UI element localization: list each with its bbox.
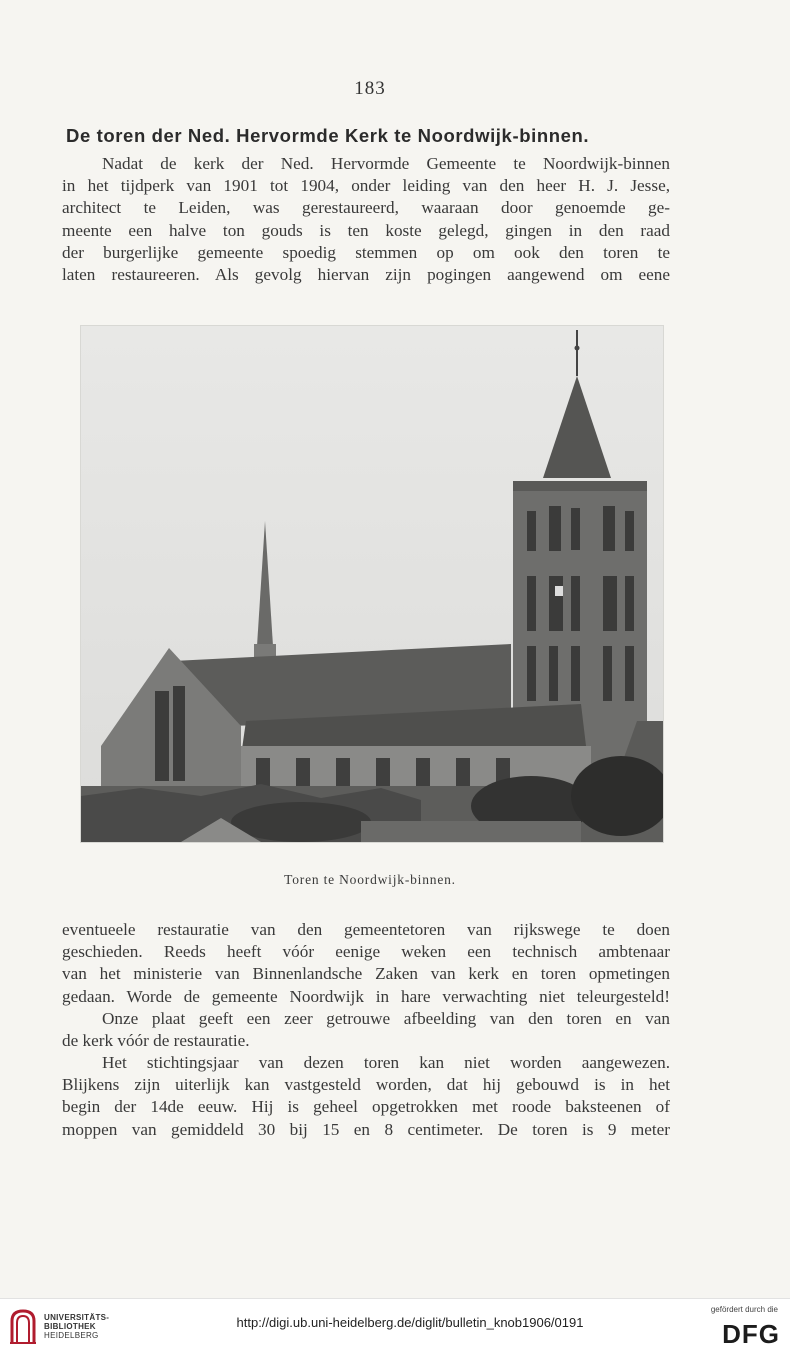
figure-caption: Toren te Noordwijk-binnen. (284, 872, 456, 887)
text-line: architect te Leiden, was gerestaureerd, waaraan door genoemde ge- (62, 198, 670, 218)
text-line: Blijkens zijn uiterlijk kan vastgesteld worden, dat hij gebouwd is in het (62, 1075, 670, 1095)
paragraph-1 (62, 153, 670, 286)
church-photo (80, 325, 664, 843)
library-name-line: BIBLIOTHEK (44, 1322, 96, 1331)
library-name-line: UNIVERSITÄTS- (44, 1313, 110, 1322)
library-name-line: HEIDELBERG (44, 1331, 99, 1340)
paragraph-4 (62, 1052, 670, 1141)
text-line: geschieden. Reeds heeft vóór eenige weken een technisch ambtenaar (62, 942, 670, 962)
text-line: meente een halve ton gouds is ten koste gelegd, gingen in den raad (62, 220, 670, 240)
text-line: Onze plaat geeft een zeer getrouwe afbeelding van den toren en van (102, 1009, 670, 1028)
page-number: 183 (354, 78, 386, 99)
funded-by-text: gefördert durch die (710, 1305, 778, 1314)
paragraph-2 (62, 919, 670, 1008)
viewer-footer (0, 1298, 790, 1356)
text-line: begin der 14de eeuw. Hij is geheel opgetrokken met roode baksteenen of (62, 1097, 670, 1117)
text-line: de kerk vóór de restauratie. (62, 1031, 250, 1051)
text-line: gedaan. Worde de gemeente Noordwijk in hare verwachting niet teleurgesteld! (62, 986, 670, 1006)
text-line: Het stichtingsjaar van dezen toren kan niet worden aangewezen. (102, 1053, 670, 1072)
text-line: van het ministerie van Binnenlandsche Zaken van kerk en toren opmetingen (62, 964, 670, 984)
dfg-logo[interactable]: DFG (722, 1319, 780, 1349)
text-line: in het tijdperk van 1901 tot 1904, onder leiding van den heer H. J. Jesse, (62, 176, 670, 196)
permalink-url[interactable]: http://digi.ub.uni-heidelberg.de/diglit/bulletin_knob1906/0191 (236, 1315, 584, 1330)
text-line: der burgerlijke gemeente spoedig stemmen op om ook den toren te (62, 242, 670, 262)
page-title: De toren der Ned. Hervormde Kerk te Noordwijk-binnen. (66, 125, 590, 146)
text-line: eventueele restauratie van den gemeentetoren van rijkswege te doen (62, 920, 670, 939)
text-line: laten restaureeren. Als gevolg hiervan zijn pogingen aangewend om eene (62, 264, 670, 284)
paragraph-3 (62, 1008, 670, 1052)
text-line: moppen van gemiddeld 30 bij 15 en 8 centimeter. De toren is 9 meter (62, 1119, 670, 1139)
text-line: Nadat de kerk der Ned. Hervormde Gemeente te Noordwijk-binnen (102, 154, 670, 173)
